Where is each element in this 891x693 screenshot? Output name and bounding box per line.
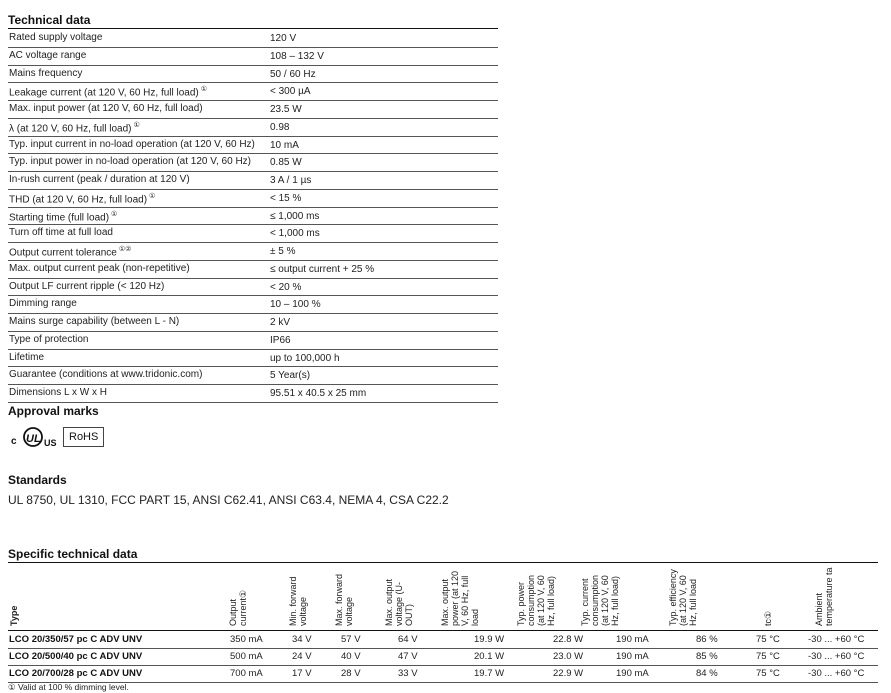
cell-min-forward-voltage: 24 V <box>292 651 312 662</box>
tech-label-text: Max. output current peak (non-repetitive) <box>9 262 190 274</box>
tech-row-label <box>9 352 44 363</box>
cell-typ-power: 23.0 W <box>553 651 584 662</box>
standards-title: Standards <box>8 473 67 487</box>
cell-tc: 75 °C <box>756 668 780 679</box>
tech-row-value: ≤ output current + 25 % <box>270 263 375 275</box>
technical-title-rule <box>8 28 498 29</box>
tech-row-value: 95.51 x 40.5 x 25 mm <box>270 388 367 399</box>
standards-list: UL 8750, UL 1310, FCC PART 15, ANSI C62.41, ANSI C63.4, NEMA 4, CSA C22.2 <box>8 493 449 507</box>
cell-max-forward-voltage: 57 V <box>341 634 361 645</box>
tech-row <box>8 154 498 172</box>
specific-header-rule <box>8 630 878 631</box>
tech-row-value: 5 Year(s) <box>270 370 311 382</box>
tech-row-label <box>9 139 255 150</box>
header-typ-current: Typ. current consumption (at 120 V, 60 Hz, full load) <box>580 574 620 626</box>
specific-data-title: Specific technical data <box>8 547 138 561</box>
tech-row <box>8 279 498 297</box>
tech-row <box>8 66 498 84</box>
tech-label-text: Mains surge capability (between L - N) <box>9 316 180 327</box>
tech-row-value: 120 V <box>270 33 297 44</box>
tech-label-text: Guarantee (conditions at www.tridonic.com) <box>9 369 203 381</box>
svg-text:US: US <box>44 438 57 447</box>
cell-max-forward-voltage: 40 V <box>341 651 361 662</box>
cell-max-output-power: 19.7 W <box>474 668 505 679</box>
tech-row <box>8 119 498 137</box>
header-min-forward-voltage: Min. forward voltage <box>288 576 308 626</box>
cell-typ-current: 190 mA <box>616 651 649 662</box>
tech-row-value: 108 – 132 V <box>270 50 324 62</box>
cell-tc: 75 °C <box>756 634 780 645</box>
tech-row <box>8 137 498 155</box>
tech-row-label <box>9 263 190 274</box>
footnote-mark: ① <box>111 210 118 218</box>
tech-row-label <box>9 174 190 185</box>
cell-typ-efficiency: 85 % <box>696 651 718 662</box>
cell-typ-efficiency: 86 % <box>696 634 718 645</box>
cell-output-current: 350 mA <box>230 634 263 645</box>
header-output-current: Output current① <box>228 589 248 626</box>
tech-label-text: Dimming range <box>9 298 77 310</box>
tech-row-value: < 300 µA <box>270 86 311 98</box>
spec-row <box>8 666 878 683</box>
tech-row-label <box>9 298 77 309</box>
tech-row-value: < 20 % <box>270 281 302 293</box>
tech-row-label <box>9 227 113 238</box>
tech-row-value: 3 A / 1 µs <box>270 175 312 186</box>
tech-row-label <box>9 210 117 223</box>
footnote-mark: ①② <box>118 246 132 253</box>
tech-label-text: Output LF current ripple (< 120 Hz) <box>9 280 165 292</box>
tech-row-label <box>9 50 86 61</box>
footnote-mark: ① <box>133 121 140 129</box>
tech-label-text: λ (at 120 V, 60 Hz, full load) <box>9 123 132 135</box>
cell-type: LCO 20/500/40 pc C ADV UNV <box>9 651 143 662</box>
tech-row-label <box>9 103 203 114</box>
header-max-output-voltage: Max. output voltage (U-OUT) <box>384 578 414 626</box>
cell-max-output-voltage: 33 V <box>398 668 418 679</box>
tech-row <box>8 101 498 119</box>
tech-row-label <box>9 369 202 380</box>
cell-ambient-temperature: -30 ... +60 °C <box>808 668 865 679</box>
tech-row-value: ± 5 % <box>270 246 296 257</box>
tech-row-label <box>9 316 179 327</box>
cell-ambient-temperature: -30 ... +60 °C <box>808 651 865 662</box>
tech-row-label <box>9 387 107 398</box>
tech-label-text: Turn off time at full load <box>9 227 113 239</box>
specific-title-rule <box>8 562 878 563</box>
footnote-mark: ① <box>200 86 208 94</box>
tech-row-value: up to 100,000 h <box>270 352 340 364</box>
tech-row-label <box>9 156 251 167</box>
cell-typ-current: 190 mA <box>616 668 649 679</box>
tech-label-text: Output current tolerance <box>9 247 117 259</box>
tech-row-value: < 1,000 ms <box>270 228 320 240</box>
cell-min-forward-voltage: 17 V <box>292 668 312 679</box>
svg-text:c: c <box>11 436 17 447</box>
cell-max-forward-voltage: 28 V <box>341 668 361 679</box>
header-typ-efficiency: Typ. efficiency (at 120 V, 60 Hz, full load <box>668 569 698 626</box>
tech-label-text: Typ. input power in no-load operation (at 120 V, 60 Hz) <box>9 156 252 168</box>
tech-row-value: 10 – 100 % <box>270 299 321 311</box>
tech-row <box>8 314 498 332</box>
footnote: ① Valid at 100 % dimming level. <box>8 682 129 692</box>
tech-label-text: Typ. input current in no-load operation (at 120 V, 60 Hz) <box>9 138 255 150</box>
tech-label-text: Starting time (full load) <box>9 211 110 223</box>
cell-min-forward-voltage: 34 V <box>292 634 312 645</box>
tech-row <box>8 261 498 279</box>
cell-typ-efficiency: 84 % <box>696 668 718 679</box>
tech-row-value: 0.85 W <box>270 157 302 169</box>
tech-row-label <box>9 192 155 205</box>
header-max-output-power: Max. output power (at 120 V, 60 Hz, full load <box>440 570 480 626</box>
cell-type: LCO 20/350/57 pc C ADV UNV <box>9 634 143 645</box>
cell-output-current: 500 mA <box>230 651 263 662</box>
tech-row-value: 23.5 W <box>270 104 302 115</box>
header-ambient-temperature: Ambient temperature ta <box>814 567 834 626</box>
technical-data-table <box>8 30 498 403</box>
ul-certification-logo <box>9 427 61 447</box>
tech-row-label <box>9 121 140 134</box>
tech-row <box>8 243 498 261</box>
tech-row <box>8 208 498 226</box>
tech-row <box>8 332 498 350</box>
tech-row <box>8 225 498 243</box>
tech-row <box>8 296 498 314</box>
tech-row-label <box>9 68 82 79</box>
cell-tc: 75 °C <box>756 651 780 662</box>
tech-row-value: 50 / 60 Hz <box>270 68 316 80</box>
cell-max-output-voltage: 64 V <box>398 634 418 645</box>
tech-row-value: < 15 % <box>270 192 302 204</box>
tech-row-label <box>9 85 207 98</box>
cell-output-current: 700 mA <box>230 668 263 679</box>
tech-row-label <box>9 281 164 292</box>
tech-row-value: IP66 <box>270 334 291 346</box>
cell-max-output-voltage: 47 V <box>398 651 418 662</box>
rohs-badge: RoHS <box>63 427 104 447</box>
technical-data-title: Technical data <box>8 13 91 27</box>
specific-table-header <box>8 564 878 630</box>
tech-row-label <box>9 245 131 258</box>
cell-ambient-temperature: -30 ... +60 °C <box>808 634 865 645</box>
tech-row <box>8 350 498 368</box>
tech-row-value: ≤ 1,000 ms <box>270 210 320 222</box>
tech-label-text: In-rush current (peak / duration at 120 V) <box>9 174 190 185</box>
approval-marks-title: Approval marks <box>8 404 99 418</box>
tech-label-text: Rated supply voltage <box>9 32 103 43</box>
header-tc: tc① <box>763 610 773 626</box>
tech-row-label <box>9 32 102 43</box>
tech-label-text: Leakage current (at 120 V, 60 Hz, full load) <box>9 87 199 99</box>
tech-row-value: 10 mA <box>270 139 299 151</box>
tech-label-text: Dimensions L x W x H <box>9 387 107 398</box>
cell-typ-current: 190 mA <box>616 634 649 645</box>
header-type: Type <box>9 605 19 626</box>
cell-typ-power: 22.9 W <box>553 668 584 679</box>
spec-row <box>8 632 878 649</box>
tech-row <box>8 48 498 66</box>
tech-label-text: Type of protection <box>9 333 89 345</box>
tech-label-text: THD (at 120 V, 60 Hz, full load) <box>9 194 148 206</box>
tech-row <box>8 367 498 385</box>
spec-row <box>8 649 878 666</box>
tech-row <box>8 385 498 403</box>
cell-max-output-power: 19.9 W <box>474 634 505 645</box>
svg-text:UL: UL <box>26 433 41 445</box>
header-max-forward-voltage: Max. forward voltage <box>334 573 354 626</box>
tech-row-value: 0.98 <box>270 121 290 133</box>
cell-max-output-power: 20.1 W <box>474 651 505 662</box>
cell-typ-power: 22.8 W <box>553 634 584 645</box>
cell-type: LCO 20/700/28 pc C ADV UNV <box>9 668 143 679</box>
tech-row <box>8 190 498 208</box>
tech-row <box>8 30 498 48</box>
tech-row-value: 2 kV <box>270 317 291 328</box>
tech-row-label <box>9 334 89 345</box>
tech-row <box>8 83 498 101</box>
header-typ-power: Typ. power consumption (at 120 V, 60 Hz, full load) <box>516 574 556 626</box>
tech-label-text: AC voltage range <box>9 49 87 61</box>
tech-label-text: Lifetime <box>9 351 45 363</box>
tech-label-text: Mains frequency <box>9 67 83 79</box>
tech-row <box>8 172 498 190</box>
footnote-mark: ① <box>149 192 156 200</box>
tech-label-text: Max. input power (at 120 V, 60 Hz, full load) <box>9 103 203 114</box>
